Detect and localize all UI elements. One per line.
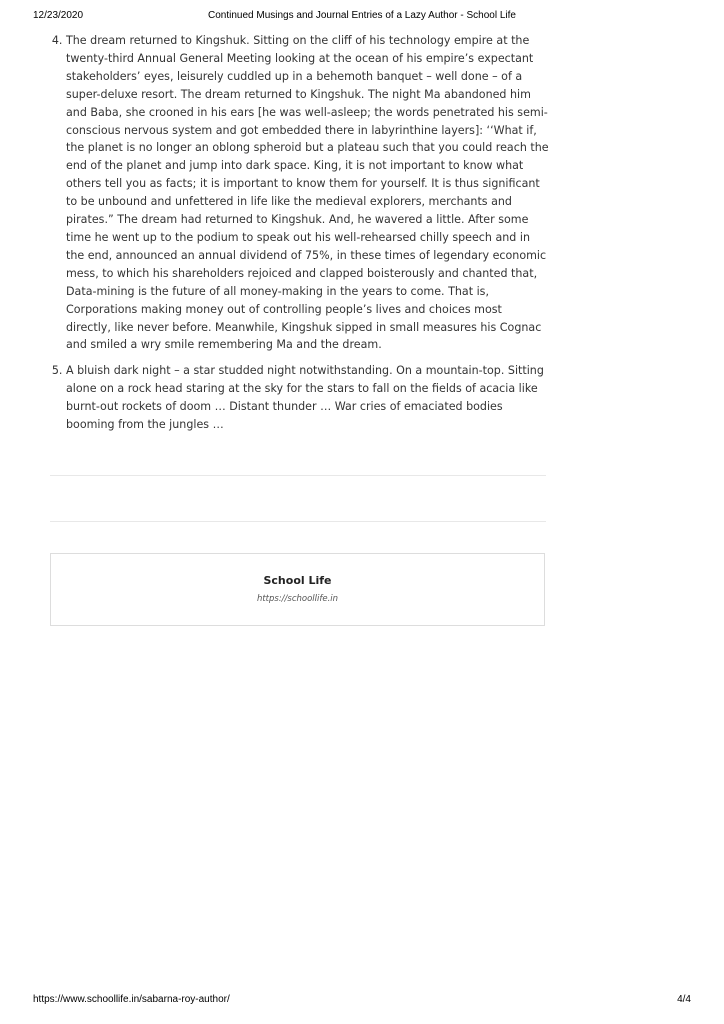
site-url[interactable]: https://schoollife.in (256, 594, 339, 604)
journal-entries-list (50, 32, 550, 434)
journal-entry-5: 5. A bluish dark night – a star studded night notwithstanding. On a mountain-top. Sitting alone on a rock head staring at the sky for the stars to fall on the fields of acacia like burnt-out rockets of doom … Distant thunder … War cries of emaciated bodies booming from the jungles … (66, 362, 550, 434)
print-date: 12/23/2020 (33, 10, 84, 21)
print-page-url: https://www.schoollife.in/sabarna-roy-author/ (33, 994, 230, 1005)
print-page-title: Continued Musings and Journal Entries of a Lazy Author - School Life (208, 10, 516, 21)
article-content (50, 32, 550, 442)
divider (50, 475, 546, 476)
page-number: 4/4 (677, 994, 691, 1005)
divider (50, 521, 546, 522)
site-name[interactable]: School Life (263, 574, 332, 587)
site-card (50, 553, 545, 626)
print-footer (0, 994, 724, 1010)
print-header (0, 6, 724, 22)
journal-entry-4: 4. The dream returned to Kingshuk. Sitting on the cliff of his technology empire at the twenty-third Annual General Meeting looking at the ocean of his empire’s expectant stakeholders’ eyes, leisurely cuddled up in a behemoth banquet – well done – of a super-deluxe resort. The dream returned to Kingshuk. The night Ma abandoned him and Baba, she crooned in his ears [he was well-asleep; the words penetrated his semi-conscious nervous system and got embedded there in labyrinthine layers]: ‘‘What if, the planet is no longer an oblong spheroid but a plateau such that you could reach the end of the planet and jump into dark space. King, it is not important to know what others tell you as facts; it is important to know them for yourself. It is thus significant to be unbound and unfettered in life like the medieval explorers, merchants and pirates.” The dream had returned to Kingshuk. And, he wavered a little. After some time he went up to the podium to speak out his well-rehearsed chilly speech and in the end, announced an annual dividend of 75%, in these times of legendary economic mess, to which his shareholders rejoiced and clapped boisterously and chanted that, Data-mining is the future of all money-making in the years to come. That is, Corporations making money out of controlling people’s lives and choices most directly, like never before. Meanwhile, Kingshuk sipped in small measures his Cognac and smiled a wry smile remembering Ma and the dream. (66, 32, 550, 354)
